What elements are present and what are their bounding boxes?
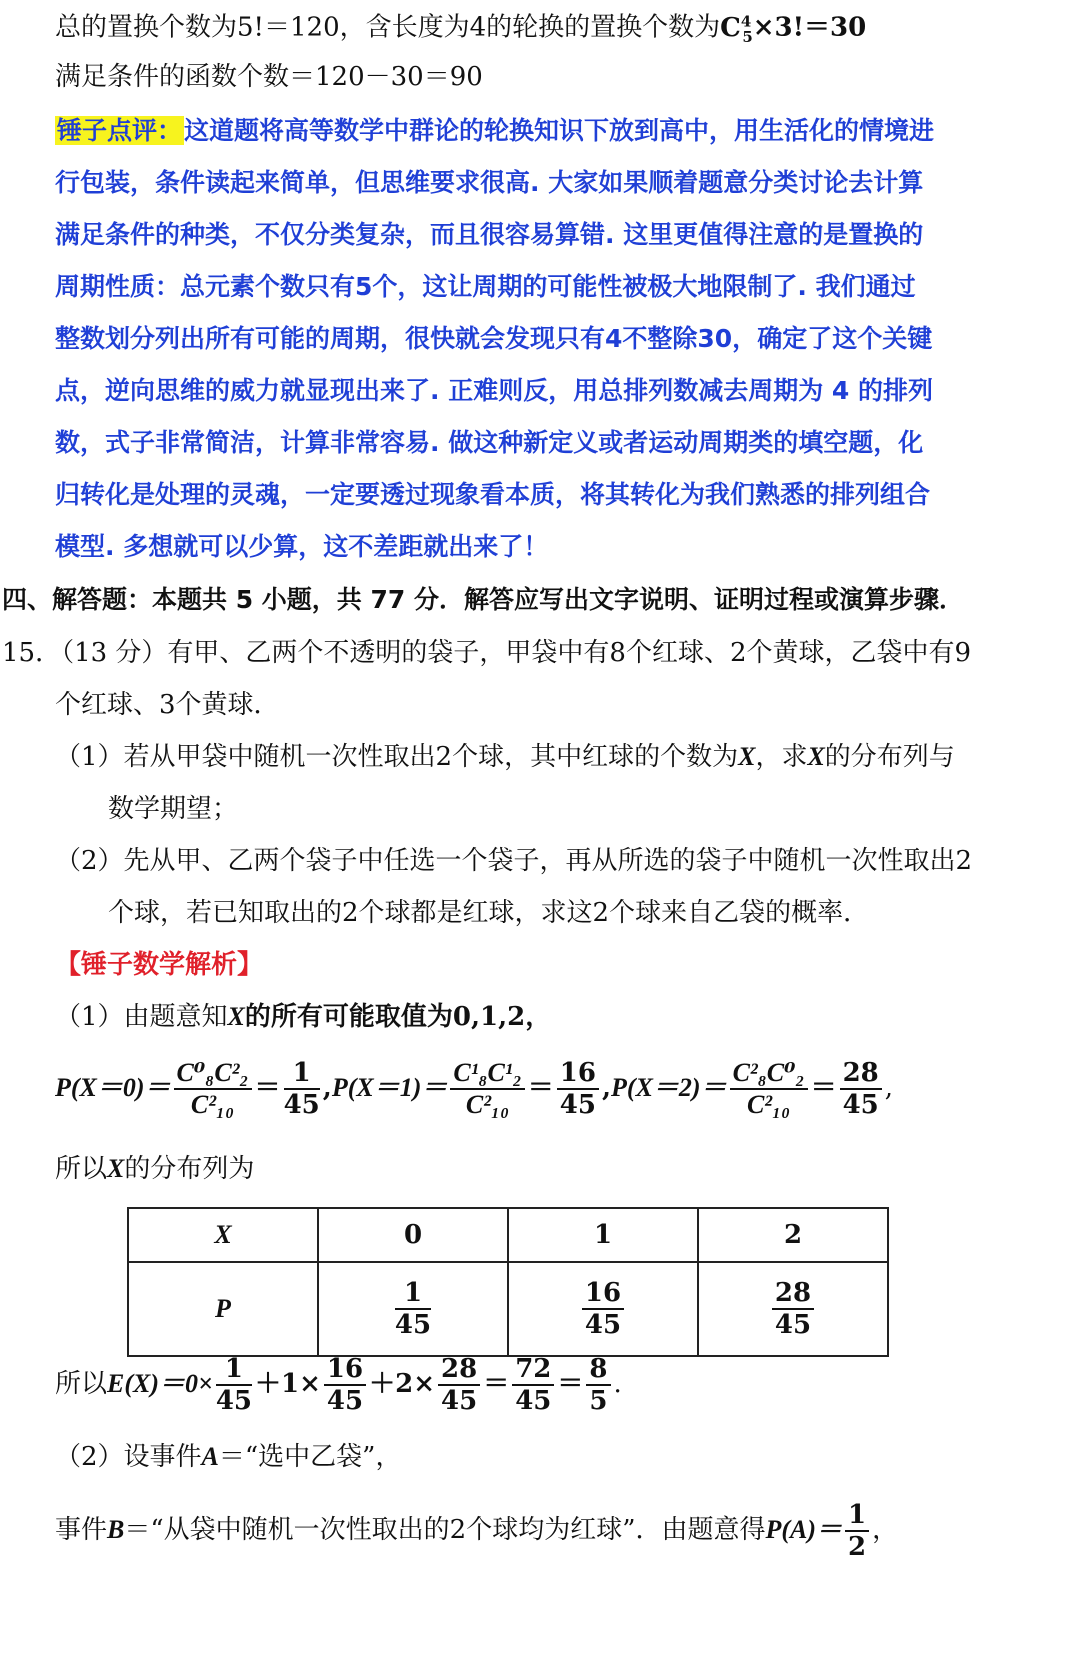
review-line-1: 锤子点评：这道题将高等数学中群论的轮换知识下放到高中，用生活化的情境进 bbox=[57, 116, 935, 145]
expectation-formula: 所以E(X)＝0× $\frac{1}{45}$ ＋1× $\frac{16}{45}$ ＋2× $\frac{28}{45}$ ＝ $\frac{72}{45}$ ＝ $\frac{8}{5}$ . bbox=[55, 1354, 622, 1416]
distribution-intro: 所以X的分布列为 bbox=[55, 1154, 255, 1184]
q15-part1: （1）若从甲袋中随机一次性取出2个球，其中红球的个数为X，求X的分布列与 bbox=[55, 742, 955, 772]
review-line-4: 周期性质：总元素个数只有5个，这让周期的可能性被极大地限制了. 我们通过 bbox=[55, 272, 916, 301]
table-cell: $\frac{28}{45}$ bbox=[698, 1262, 888, 1356]
binomial-c: $C^4_5$ bbox=[720, 12, 753, 46]
table-cell: $\frac{1}{45}$ bbox=[318, 1262, 508, 1356]
solution-step2-event-b: 事件B＝“从袋中随机一次性取出的2个球均为红球”．由题意得P(A)＝ $\frac{1}{2}$ ， bbox=[55, 1500, 899, 1562]
review-line-9: 模型. 多想就可以少算，这不差距就出来了！ bbox=[55, 532, 549, 561]
table-row bbox=[128, 1208, 888, 1262]
review-line-7: 数，式子非常简洁，计算非常容易. 做这种新定义或者运动周期类的填空题，化 bbox=[55, 428, 924, 457]
prev-line-1: 总的置换个数为5!＝120，含长度为4的轮换的置换个数为$C^4_5\times 3!=30$ bbox=[55, 12, 867, 46]
q15-line-2: 个红球、3个黄球． bbox=[55, 690, 280, 720]
table-cell: X bbox=[128, 1208, 318, 1262]
q15-line-1: 15．（13 分）有甲、乙两个不透明的袋子，甲袋中有8个红球、2个黄球，乙袋中有9 bbox=[2, 638, 972, 668]
solution-header: 【锤子数学解析】 bbox=[55, 950, 264, 980]
q15-part2: （2）先从甲、乙两个袋子中任选一个袋子，再从所选的袋子中随机一次性取出2 bbox=[55, 846, 973, 876]
review-tag: 锤子点评： bbox=[57, 116, 183, 145]
table-cell: 0 bbox=[318, 1208, 508, 1262]
solution-step1: （1）由题意知X的所有可能取值为0,1,2， bbox=[55, 1002, 552, 1032]
formula-fraction: $\frac{\text{C²₈C⁰₂}}{\text{C²₁₀}}$ bbox=[730, 1058, 808, 1120]
review-line-5: 整数划分列出所有可能的周期，很快就会发现只有4不整除30，确定了这个关键 bbox=[55, 324, 933, 353]
probability-formulas: P(X＝0)＝ $\frac{\text{C⁰₈C²₂}}{\text{C²₁₀}}$ ＝ $\frac{1}{45}$ ,P(X＝1)＝ $\frac{\text{C¹₈C¹₂}}{\text{C²₁₀}}$ ＝ $\frac{16}{45}$ ,P(X＝2)＝ $\frac{\text{C²₈C⁰₂}}{\text{C²₁₀}}$ ＝ $\frac{28}{45}$ , bbox=[55, 1058, 894, 1120]
table-cell: 2 bbox=[698, 1208, 888, 1262]
review-line-6: 点，逆向思维的威力就显现出来了. 正难则反，用总排列数减去周期为 4 的排列 bbox=[55, 376, 934, 405]
review-line-3: 满足条件的种类，不仅分类复杂，而且很容易算错. 这里更值得注意的是置换的 bbox=[55, 220, 924, 249]
value-fraction: $\frac{1}{45}$ bbox=[283, 1058, 320, 1120]
table-cell: P bbox=[128, 1262, 318, 1356]
review-line-2: 行包装，条件读起来简单，但思维要求很高. 大家如果顺着题意分类讨论去计算 bbox=[55, 168, 924, 197]
review-line-8: 归转化是处理的灵魂，一定要透过现象看本质，将其转化为我们熟悉的排列组合 bbox=[55, 480, 931, 509]
value-fraction: $\frac{28}{45}$ bbox=[840, 1058, 882, 1120]
formula-fraction: $\frac{\text{C⁰₈C²₂}}{\text{C²₁₀}}$ bbox=[174, 1058, 252, 1120]
value-fraction: $\frac{16}{45}$ bbox=[557, 1058, 599, 1120]
distribution-table bbox=[127, 1207, 889, 1357]
table-cell: 1 bbox=[508, 1208, 698, 1262]
formula-fraction: $\frac{\text{C¹₈C¹₂}}{\text{C²₁₀}}$ bbox=[450, 1058, 524, 1120]
prev-line-2: 满足条件的函数个数＝120－30＝90 bbox=[55, 62, 483, 92]
q15-part2-cont: 个球，若已知取出的2个球都是红球，求这2个球来自乙袋的概率． bbox=[108, 898, 870, 928]
section-heading: 四、解答题：本题共 5 小题，共 77 分．解答应写出文字说明、证明过程或演算步骤． bbox=[2, 585, 965, 614]
q15-part1-cont: 数学期望； bbox=[108, 794, 239, 824]
table-cell: $\frac{16}{45}$ bbox=[508, 1262, 698, 1356]
table-row bbox=[128, 1262, 888, 1356]
solution-step2: （2）设事件A＝“选中乙袋”， bbox=[55, 1442, 402, 1472]
